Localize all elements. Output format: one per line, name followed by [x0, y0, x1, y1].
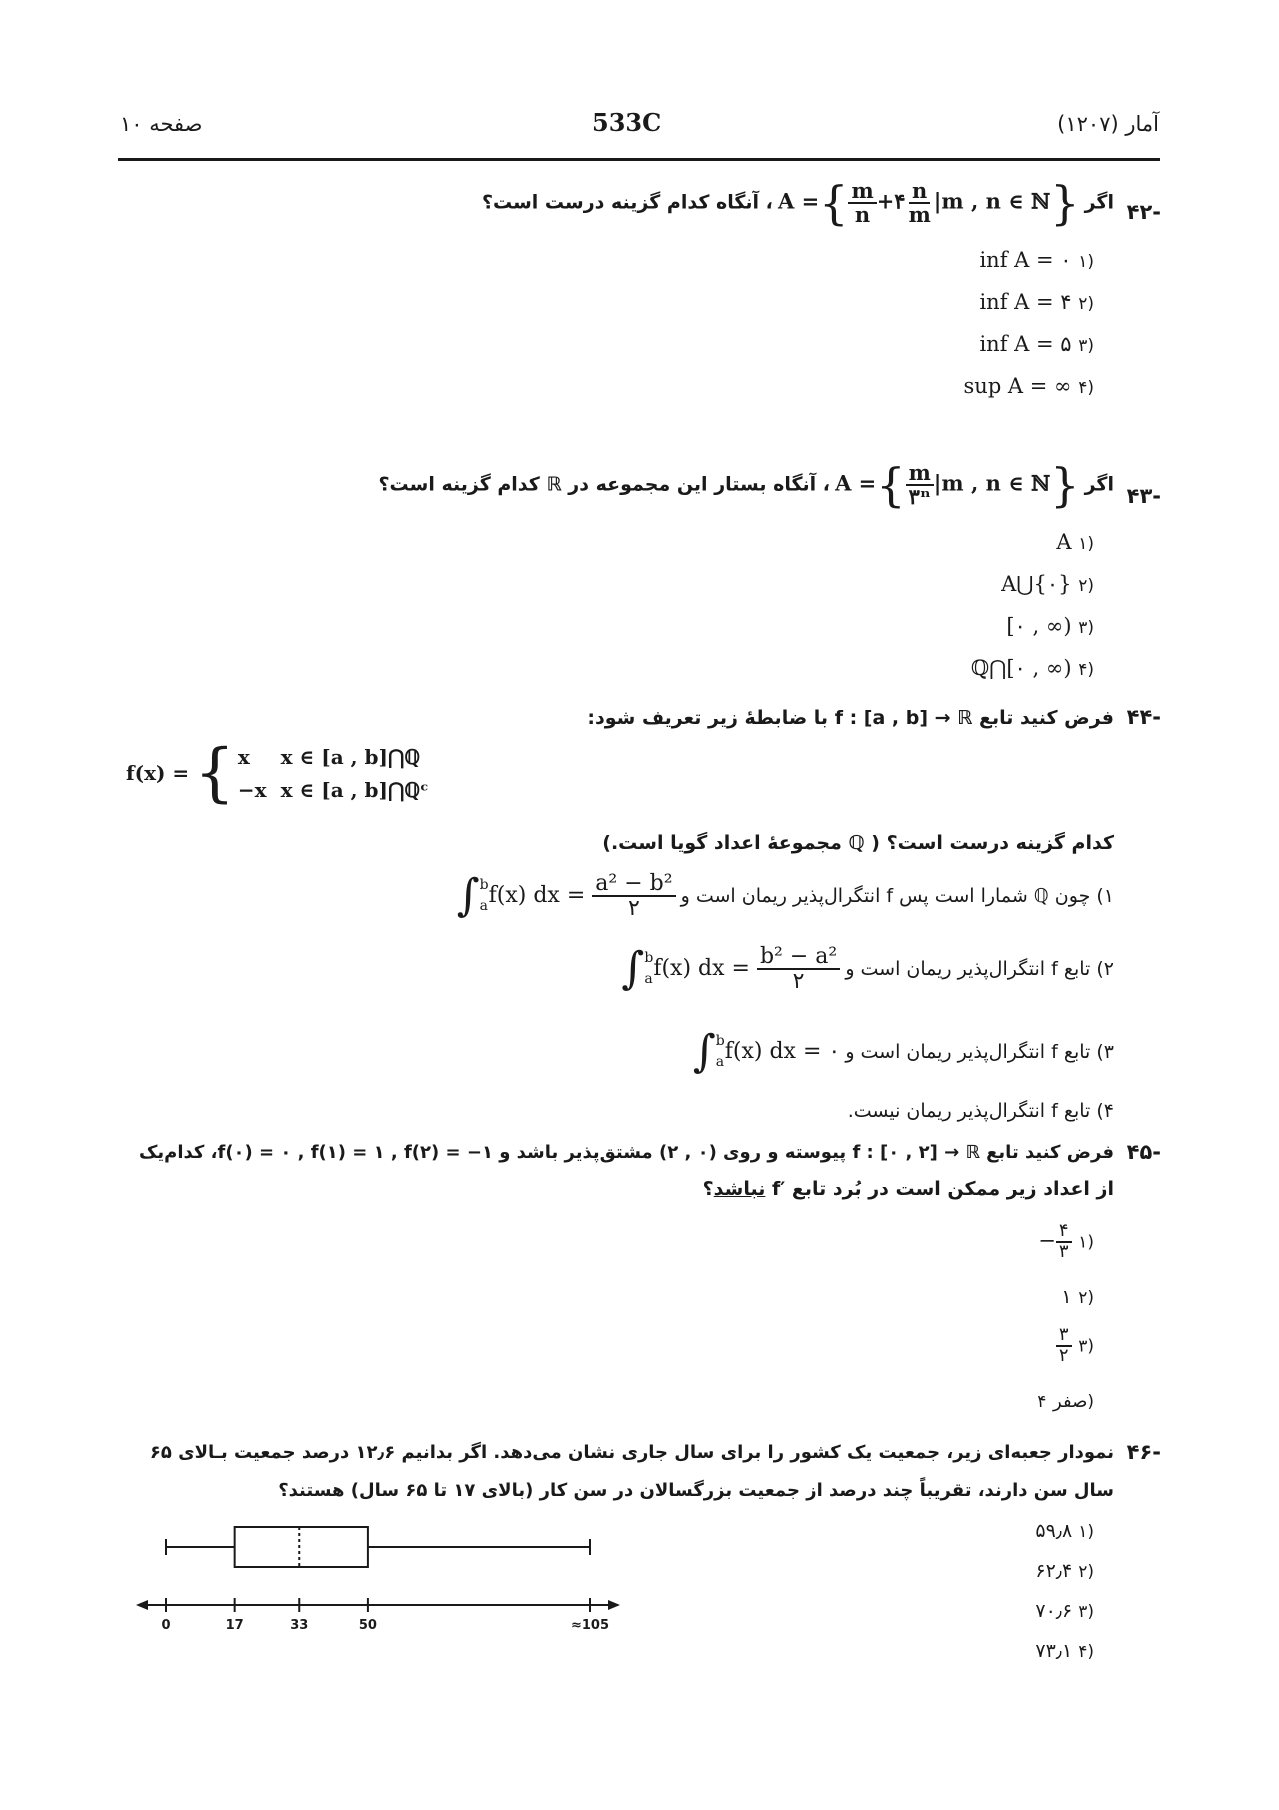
x-tick-label: 50: [358, 1618, 377, 1633]
iqr-box: [235, 1527, 368, 1567]
q44-case2-cond: x ∈ [a , b]⋂ℚᶜ: [280, 777, 429, 802]
q44-option-4[interactable]: ۴) تابع f انتگرال‌پذیر ریمان نیست.: [847, 1100, 1114, 1122]
q46-option[interactable]: ۵۹٫۸ ۱): [1035, 1520, 1094, 1542]
x-tick-label: 0: [161, 1618, 171, 1633]
q43-pre: اگر: [1084, 473, 1114, 496]
q44-fx: f(x) =: [126, 761, 190, 785]
q45-option[interactable]: صفر ۴): [1037, 1391, 1094, 1412]
q45-option[interactable]: − $\frac{۴}{۳}$ ۱): [1038, 1220, 1094, 1262]
exam-title: آمار (۱۲۰۷): [1057, 112, 1159, 136]
q45-options: [1037, 1222, 1094, 1424]
q44-opt1-math: ∫ b a f(x) dx = $\frac{\text{a² − b²}}{۲}$: [457, 872, 676, 920]
q46-options: [1035, 1520, 1094, 1680]
q46-option[interactable]: ۷۳٫۱ ۴): [1035, 1640, 1094, 1662]
q42-option[interactable]: inf A = ۵ ۳): [979, 332, 1094, 356]
q44-option-3[interactable]: ۳) تابع f انتگرال‌پذیر ریمان است و ∫ b a f(x) dx = ۰: [692, 1026, 1114, 1077]
q43-set: A ={ $\frac{m}{\text{۳ⁿ}}$ |m , n ∈ ℕ}: [835, 458, 1080, 513]
q43-post: ، آنگاه بستار این مجموعه در ℝ کدام گزینه است؟: [378, 473, 830, 496]
q44-case1-val: x: [237, 744, 250, 769]
q44-case2-val: −x: [237, 777, 267, 802]
q42-pre: اگر: [1084, 191, 1114, 214]
q44-opt3-math: ∫ b a f(x) dx = ۰: [692, 1026, 841, 1077]
q45-option[interactable]: $\frac{۳}{۲}$ ۳): [1037, 1326, 1094, 1388]
page-number: صفحه ۱۰: [120, 112, 203, 136]
q42-stem: [481, 176, 1114, 231]
q43-options: [971, 530, 1094, 698]
q42-frac2-den: m: [908, 202, 931, 228]
q45-stem-line1: فرض کنید تابع f : [۰ , ۲] → ℝ پیوسته و روی (۰ , ۲) مشتق‌پذیر باشد و f(۰) = ۰ , f(۱) = ۱ , f(۲) = −۱، کدام‌یک: [138, 1142, 1114, 1163]
q46-stem-line2: سال سن دارند، تقریباً چند درصد از جمعیت بزرگسالان در سن کار (بالای ۱۷ تا ۶۵ سال) هستند؟: [278, 1480, 1114, 1501]
header-rule: [118, 158, 1160, 161]
x-axis-arrow-right: [608, 1600, 620, 1610]
x-tick-label: ≈105: [570, 1618, 610, 1633]
q42-cond: |m , n ∈ ℕ: [933, 188, 1051, 214]
q42-option[interactable]: inf A = ۴ ۲): [979, 290, 1094, 314]
q44-question: کدام گزینه درست است؟ ( ℚ مجموعهٔ اعداد گویا است.): [602, 832, 1114, 854]
exam-code: 533C: [592, 108, 662, 137]
q42-option[interactable]: sup A = ∞ ۴): [963, 374, 1094, 398]
q42-number: -۴۲: [1126, 200, 1161, 224]
q42-setvar: A =: [777, 188, 820, 214]
q44-option-1[interactable]: ۱) چون ℚ شمارا است پس f انتگرال‌پذیر ریمان است و ∫ b a f(x) dx = $\frac{\text{a² − b²}}{۲}$: [456, 870, 1114, 922]
q46-stem-line1: نمودار جعبه‌ای زیر، جمعیت یک کشور را برای سال جاری نشان می‌دهد. اگر بدانیم ۱۲٫۶ درصد جمعیت بـالای ۶۵: [149, 1442, 1114, 1463]
q46-option[interactable]: ۶۲٫۴ ۲): [1035, 1560, 1094, 1582]
q44-opt2-math: ∫ b a f(x) dx = $\frac{\text{b² − a²}}{۲}$: [621, 945, 840, 993]
q45-stem-line2: از اعداد زیر ممکن است در بُرد تابع ′f نباشد؟: [702, 1178, 1114, 1200]
q46-option[interactable]: ۷۰٫۶ ۳): [1035, 1600, 1094, 1622]
q45-option[interactable]: ۱ ۲): [1061, 1286, 1094, 1308]
q42-set: A ={ $\frac{m}{n}$ +۴ $\frac{n}{m}$ |m , n ∈ ℕ}: [777, 176, 1080, 231]
q44-stem: فرض کنید تابع f : [a , b] → ℝ با ضابطهٔ زیر تعریف شود:: [587, 707, 1114, 729]
q43-stem: [378, 458, 1114, 513]
q42-frac1-num: m: [848, 180, 876, 204]
x-tick-label: 33: [290, 1618, 309, 1633]
q43-option[interactable]: [۰ , ∞) ۳): [1006, 614, 1094, 638]
q43-number: -۴۳: [1126, 484, 1161, 508]
q43-frac-num: m: [906, 462, 934, 486]
q44-number: -۴۴: [1126, 705, 1161, 729]
q42-post: ، آنگاه کدام گزینه درست است؟: [481, 191, 773, 214]
x-axis-arrow-left: [136, 1600, 148, 1610]
q44-case1-cond: x ∈ [a , b]⋂ℚ: [280, 744, 421, 769]
q42-options: [964, 248, 1094, 416]
q45-number: -۴۵: [1126, 1140, 1161, 1164]
x-tick-label: 17: [225, 1618, 244, 1633]
q44-option-2[interactable]: ۲) تابع f انتگرال‌پذیر ریمان است و ∫ b a f(x) dx = $\frac{\text{b² − a²}}{۲}$: [621, 943, 1114, 995]
q43-cond: |m , n ∈ ℕ: [933, 470, 1051, 496]
q44-piecewise: f(x) = { x x ∈ [a , b]⋂ℚ −x x ∈ [a , b]⋂ℚᶜ: [126, 736, 429, 810]
q43-frac-den: ۳ⁿ: [908, 484, 931, 510]
q45-underlined-word: نباشد: [713, 1178, 766, 1200]
q43-option[interactable]: ℚ⋂[۰ , ∞) ۴): [970, 656, 1094, 680]
q42-frac1-den: n: [854, 202, 871, 228]
q42-frac2-num: n: [909, 180, 930, 204]
q42-option[interactable]: inf A = ۰ ۱): [979, 248, 1094, 272]
q46-number: -۴۶: [1126, 1440, 1161, 1464]
q43-setvar: A =: [835, 470, 877, 496]
q42-plus: +۴: [876, 188, 906, 214]
q43-option[interactable]: A ۱): [1056, 530, 1094, 554]
q43-option[interactable]: A⋃{۰} ۲): [1001, 572, 1094, 596]
box-plot: [120, 1505, 640, 1645]
